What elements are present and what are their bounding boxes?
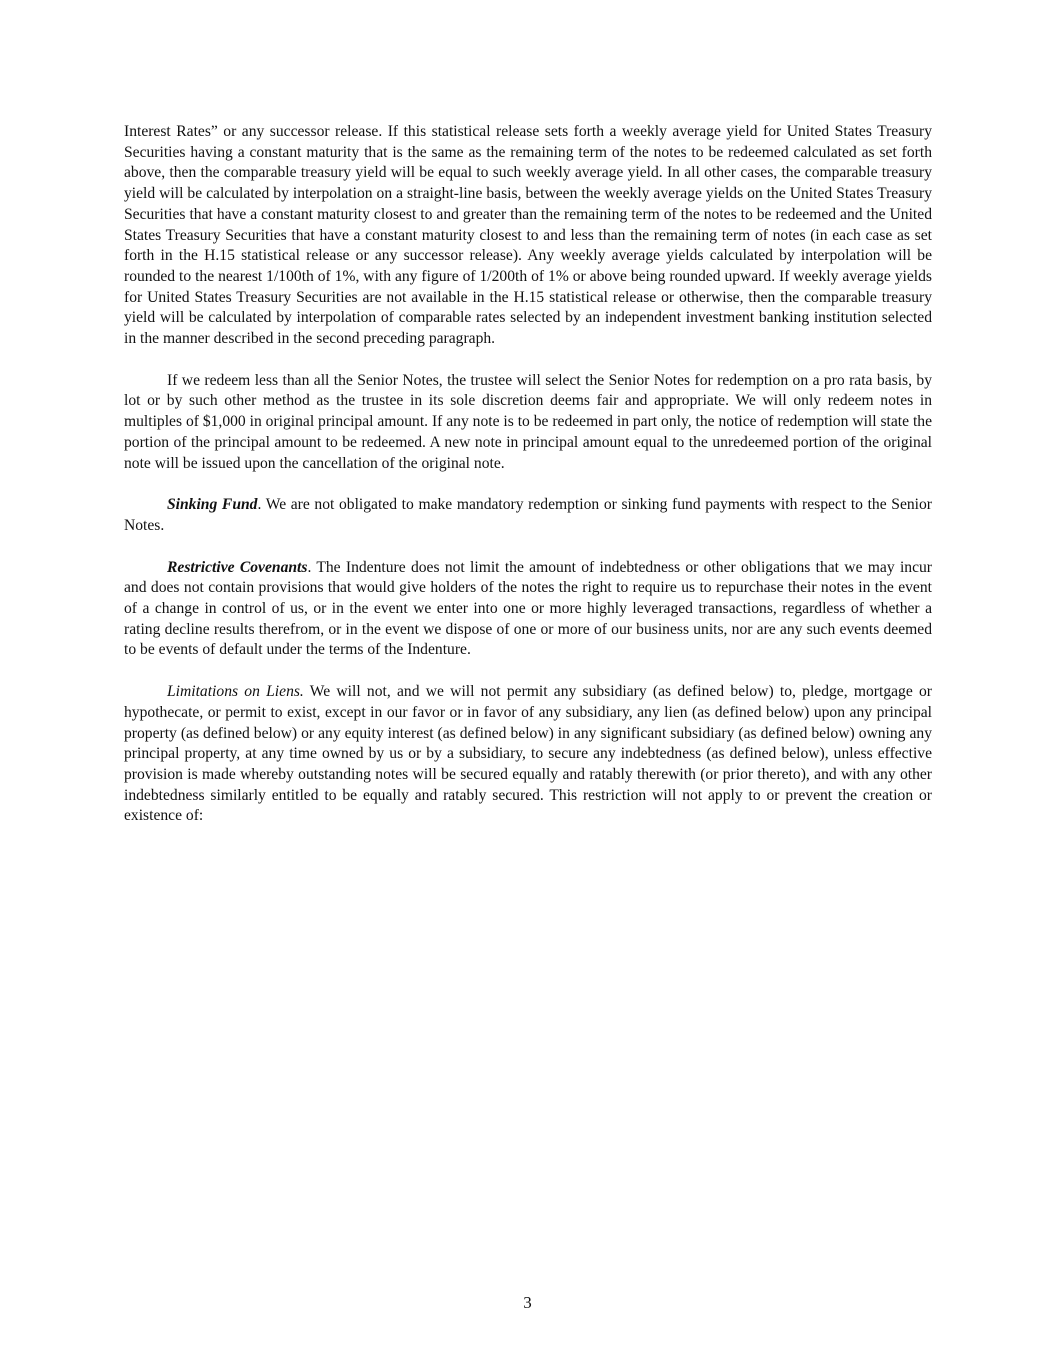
- paragraph-limitations-on-liens: [124, 682, 932, 827]
- sinking-fund-heading: Sinking Fund: [167, 496, 258, 514]
- restrictive-covenants-text: . The Indenture does not limit the amount of indebtedness or other obligations that we may incur and does not contain provisions that would give holders of the notes the right to require us to repurchase their notes in the event of a change in control of us, or in the event we enter into one or more highly leveraged transactions, regardless of whether a rating decline results therefrom, or in the event we dispose of one or more of our business units, nor are any such events deemed to be events of default under the terms of the Indenture.: [124, 558, 932, 659]
- limitations-on-liens-heading: Limitations on Liens.: [167, 683, 304, 701]
- document-body: [124, 122, 932, 848]
- restrictive-covenants-heading: Restrictive Covenants: [167, 558, 308, 576]
- paragraph-restrictive-covenants: [124, 558, 932, 662]
- paragraph-sinking-fund: [124, 495, 932, 536]
- sinking-fund-text: . We are not obligated to make mandatory redemption or sinking fund payments with respect to the Senior Notes.: [124, 496, 932, 534]
- paragraph-partial-redemption: If we redeem less than all the Senior Notes, the trustee will select the Senior Notes for redemption on a pro rata basis, by lot or by such other method as the trustee in its sole discretion deems fair and appropriate. We will only redeem notes in multiples of $1,000 in original principal amount. If any note is to be redeemed in part only, the notice of redemption will state the portion of the principal amount to be redeemed. A new note in principal amount equal to the unredeemed portion of the original note will be issued upon the cancellation of the original note.: [124, 371, 932, 472]
- page-number: 3: [523, 1293, 532, 1312]
- paragraph-comparable-treasury-yield: Interest Rates” or any successor release. If this statistical release sets forth a weekly average yield for United States Treasury Securities having a constant maturity that is the same as the remaining term of the notes to be redeemed calculated as set forth above, then the comparable treasury yield will be equal to such weekly average yield. In all other cases, the comparable treasury yield will be calculated by interpolation on a straight-line basis, between the weekly average yields on the United States Treasury Securities that have a constant maturity closest to and greater than the remaining term of the notes to be redeemed and the United States Treasury Securities that have a constant maturity closest to and less than the remaining term of notes (in each case as set forth in the H.15 statistical release or any successor release). Any weekly average yields calculated by interpolation will be rounded to the nearest 1/100th of 1%, with any figure of 1/200th of 1% or above being rounded upward. If weekly average yields for United States Treasury Securities are not available in the H.15 statistical release or otherwise, then the comparable treasury yield will be calculated by interpolation of comparable rates selected by an independent investment banking institution selected in the manner described in the second preceding paragraph.: [124, 123, 932, 348]
- limitations-on-liens-text: We will not, and we will not permit any subsidiary (as defined below) to, pledge, mortgage or hypothecate, or permit to exist, except in our favor or in favor of any subsidiary, any lien (as defined below) upon any principal property (as defined below) or any equity interest (as defined below) in any significant subsidiary (as defined below) owning any principal property, at any time owned by us or by a subsidiary, to secure any indebtedness (as defined below), unless effective provision is made whereby outstanding notes will be secured equally and ratably therewith (or prior thereto), and with any other indebtedness similarly entitled to be equally and ratably secured. This restriction will not apply to or prevent the creation or existence of:: [124, 683, 932, 825]
